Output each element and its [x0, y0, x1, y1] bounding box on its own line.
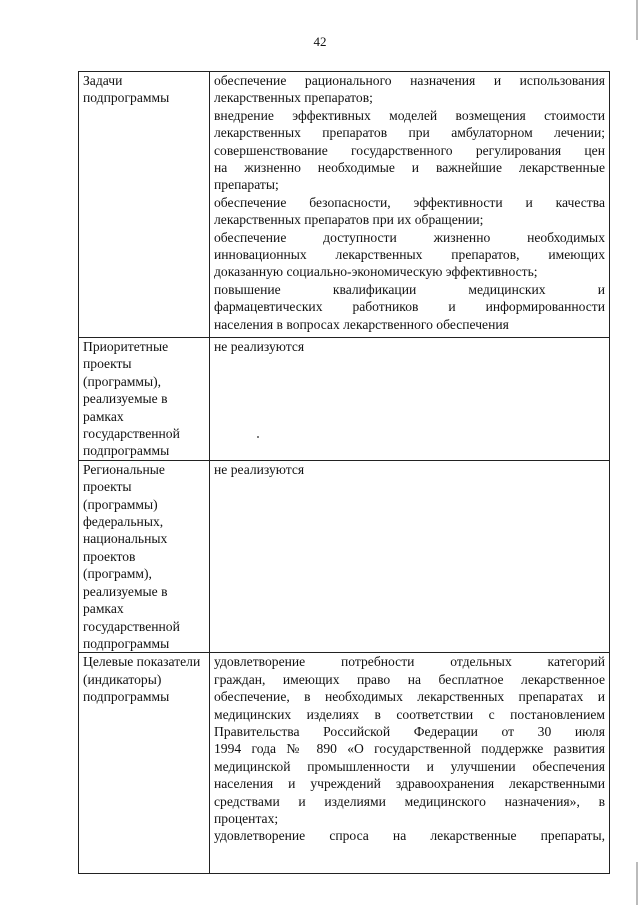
subprogram-passport-table: [78, 71, 610, 874]
text-line: обеспечение безопасности, эффективности и качества: [214, 194, 605, 210]
text-line: 1994 года № 890 «О государственной поддержке развития: [214, 741, 605, 757]
table-row: [79, 653, 610, 874]
text-line: препараты;: [214, 177, 279, 193]
row-content-regional-projects: не реализуются: [210, 460, 610, 652]
table-row: [79, 460, 610, 652]
text-line: доказанную социально-экономическую эффективность;: [214, 264, 538, 280]
row-content-target-indicators: [210, 653, 610, 874]
text-line: совершенствование государственного регулирования цен: [214, 142, 605, 158]
row-content-tasks: [210, 72, 610, 338]
table-row: [79, 338, 610, 461]
scan-edge-mark: [636, 862, 638, 905]
text-line: обеспечение рационального назначения и использования: [214, 73, 605, 88]
text-line: средствами и изделиями медицинского назначения», в: [214, 793, 605, 809]
text-line: лекарственных препаратов;: [214, 90, 373, 106]
text-line: внедрение эффективных моделей возмещения стоимости: [214, 107, 605, 123]
text-line: обеспечение, в необходимых лекарственных препаратах и: [214, 689, 605, 705]
text-line: удовлетворение спроса на лекарственные препараты,: [214, 828, 605, 844]
text-line: лекарственных препаратов при их обращении;: [214, 212, 484, 228]
text-line: медицинской промышленности и улучшении обеспечения: [214, 758, 605, 774]
table-row: [79, 72, 610, 338]
page-number: 42: [313, 34, 327, 49]
text-line: лекарственных препаратов при амбулаторном лечении;: [214, 125, 605, 141]
row-label-tasks: Задачи подпрограммы: [79, 72, 210, 338]
text-line: граждан, имеющих право на бесплатное лекарственное: [214, 671, 605, 687]
scan-edge-mark: [636, 0, 638, 40]
row-label-regional-projects: Региональные проекты (программы) федеральных, национальных проектов (программ), реализуемые в рамках государственной подпрограммы: [79, 460, 210, 652]
row-content-priority-projects: не реализуются: [210, 338, 610, 461]
text-line: Правительства Российской Федерации от 30 июля: [214, 723, 605, 739]
text-line: инновационных лекарственных препаратов, имеющих: [214, 247, 605, 263]
text-line: населения в вопросах лекарственного обеспечения: [214, 316, 509, 332]
text-line: населения и учреждений здравоохранения лекарственными: [214, 776, 605, 792]
text-line: обеспечение доступности жизненно необходимых: [214, 229, 605, 245]
row-label-priority-projects: Приоритетные проекты (программы), реализуемые в рамках государственной подпрограммы: [79, 338, 210, 461]
scan-speck: [257, 436, 259, 438]
text-line: удовлетворение потребности отдельных категорий: [214, 654, 605, 670]
text-line: процентах;: [214, 810, 279, 826]
text-line: медицинских изделиях в соответствии с постановлением: [214, 706, 605, 722]
text-line: фармацевтических работников и информированности: [214, 299, 605, 315]
text-line: повышение квалификации медицинских и: [214, 281, 605, 297]
row-label-target-indicators: Целевые показатели (индикаторы) подпрограммы: [79, 653, 210, 874]
text-line: на жизненно необходимые и важнейшие лекарственные: [214, 160, 605, 176]
